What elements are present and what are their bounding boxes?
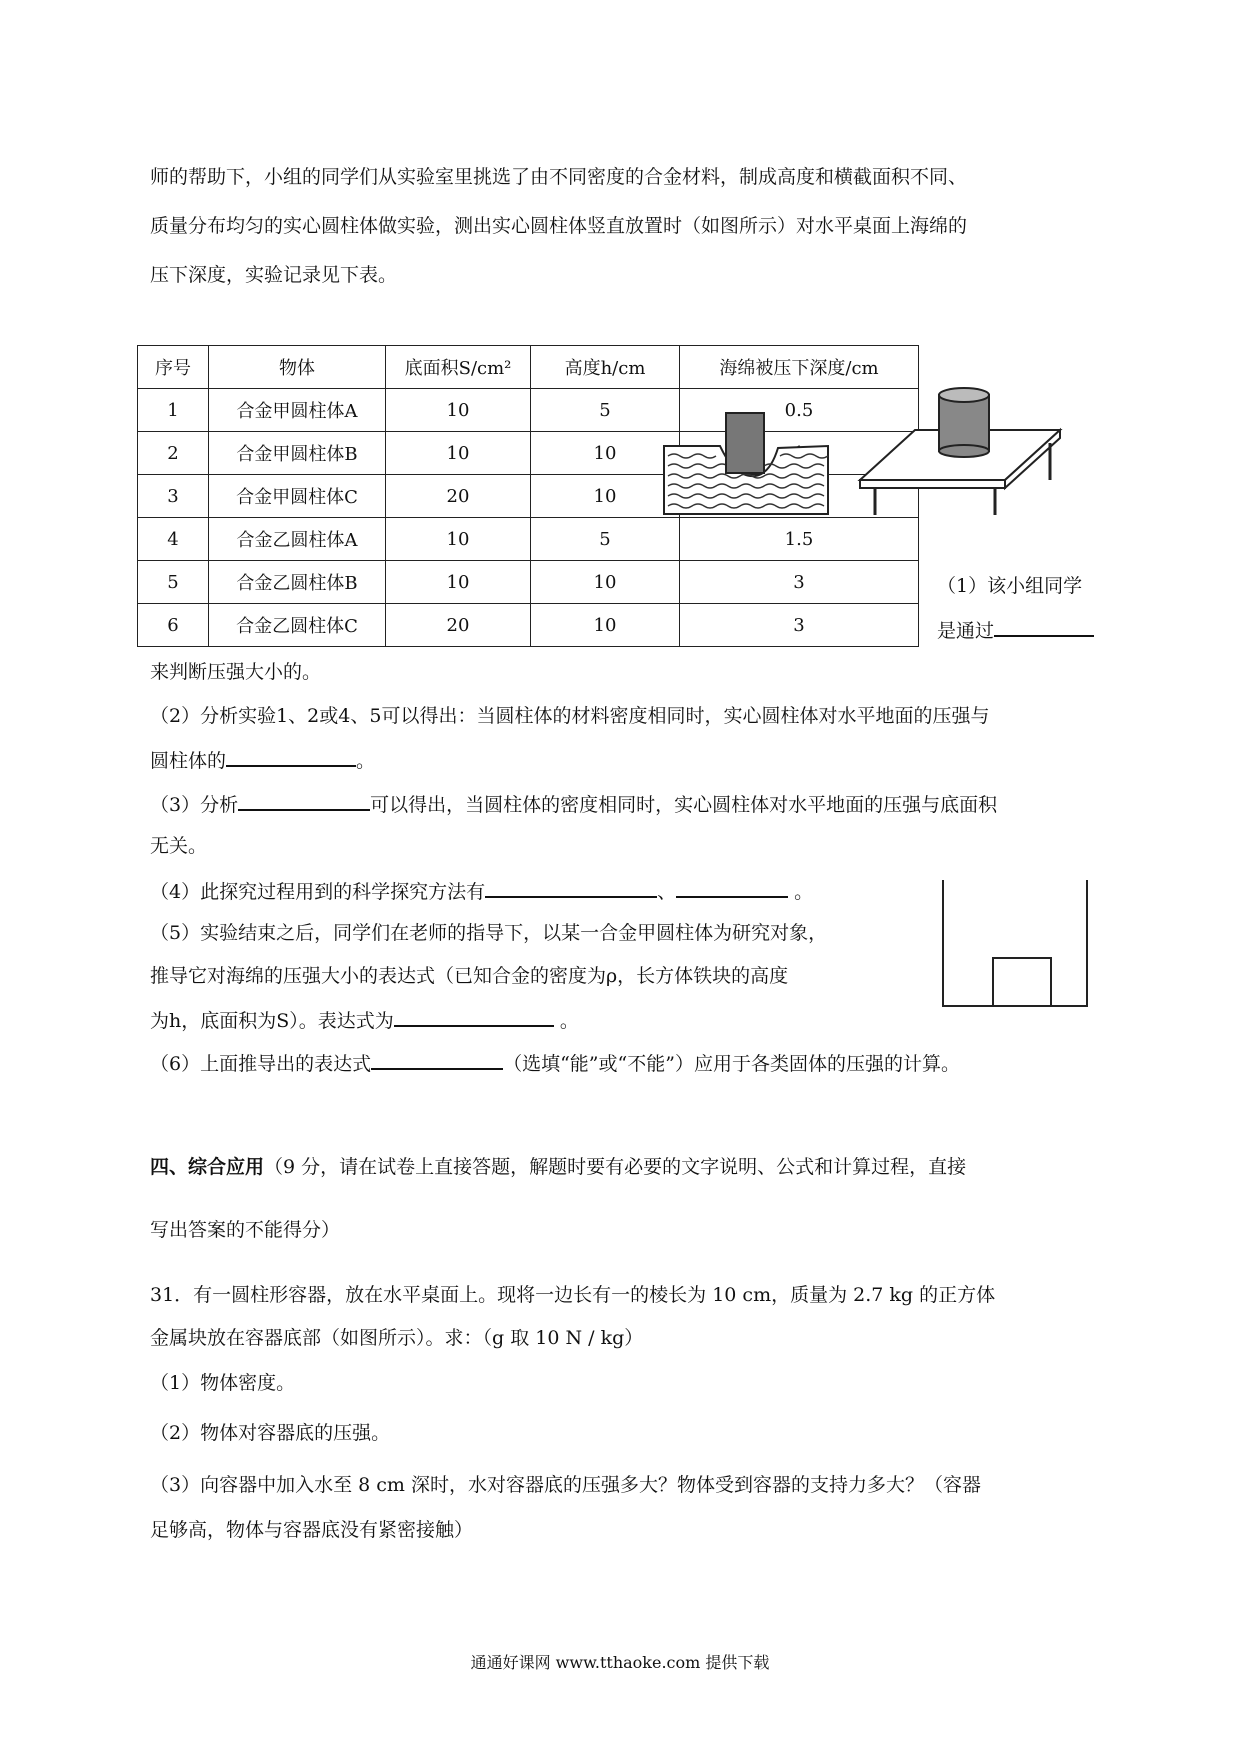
table-row <box>138 604 919 647</box>
intro-line-1: 师的帮助下，小组的同学们从实验室里挑选了由不同密度的合金材料，制成高度和横截面积不同、 <box>150 166 968 188</box>
q2-text-post: 。 <box>356 749 376 772</box>
cell: 合金乙圆柱体B <box>209 561 386 604</box>
header-object: 物体 <box>209 346 386 389</box>
q1-blank[interactable] <box>994 614 1094 637</box>
cell: 2 <box>138 432 209 475</box>
q5-line-1: （5）实验结束之后，同学们在老师的指导下，以某一合金甲圆柱体为研究对象， <box>150 922 828 944</box>
cell: 合金甲圆柱体C <box>209 475 386 518</box>
q31-part-1: （1）物体密度。 <box>150 1372 296 1394</box>
cell: 1 <box>138 389 209 432</box>
q5-blank[interactable] <box>394 1004 554 1027</box>
section4-title: 四、综合应用 <box>150 1156 265 1178</box>
section4-note-1: （9 分，请在试卷上直接答题，解题时要有必要的文字说明、公式和计算过程，直接 <box>264 1156 967 1178</box>
cell: 10 <box>386 561 531 604</box>
cell: 3 <box>680 604 919 647</box>
container-block-diagram <box>935 880 1095 1010</box>
q3-blank[interactable] <box>238 788 370 811</box>
cell: 10 <box>386 518 531 561</box>
cell: 4 <box>138 518 209 561</box>
header-depth: 海绵被压下深度/cm <box>680 346 919 389</box>
q2-blank[interactable] <box>226 744 356 767</box>
q2-line-2 <box>150 744 375 773</box>
q4-text-pre: （4）此探究过程用到的科学探究方法有 <box>150 880 486 903</box>
section4-line-1 <box>150 1152 966 1179</box>
q4-text-post: 。 <box>794 880 814 903</box>
q6-blank[interactable] <box>371 1047 503 1070</box>
header-height: 高度h/cm <box>531 346 680 389</box>
q4-blank-1[interactable] <box>485 875 657 898</box>
cell: 10 <box>386 432 531 475</box>
cell: 20 <box>386 475 531 518</box>
q6-text-pre: （6）上面推导出的表达式 <box>150 1052 372 1075</box>
intro-line-3: 压下深度，实验记录见下表。 <box>150 264 398 286</box>
q3-line-2: 无关。 <box>150 835 208 857</box>
cell: 10 <box>386 389 531 432</box>
cell: 10 <box>531 561 680 604</box>
cell: 10 <box>531 432 680 475</box>
q31-part-3-line-2: 足够高，物体与容器底没有紧密接触） <box>150 1519 474 1541</box>
header-index: 序号 <box>138 346 209 389</box>
q4-blank-2[interactable] <box>676 875 788 898</box>
cell: 10 <box>531 475 680 518</box>
q1-text-b: 是通过 <box>937 619 995 642</box>
q31-part-2: （2）物体对容器底的压强。 <box>150 1422 391 1444</box>
header-area: 底面积S/cm² <box>386 346 531 389</box>
q31-part-3-line-1: （3）向容器中加入水至 8 cm 深时，水对容器底的压强多大？物体受到容器的支持力多大？（容器 <box>150 1474 981 1496</box>
q6-line <box>150 1047 960 1076</box>
section4-note-2: 写出答案的不能得分） <box>150 1219 341 1241</box>
cell: 3 <box>138 475 209 518</box>
cell: 10 <box>531 604 680 647</box>
q5-line-3 <box>150 1004 579 1033</box>
q6-text-post: （选填“能”或“不能”）应用于各类固体的压强的计算。 <box>503 1052 960 1075</box>
table-row <box>138 518 919 561</box>
q5-text-pre: 为h，底面积为S）。表达式为 <box>150 1009 394 1032</box>
cell: 5 <box>138 561 209 604</box>
q4-line <box>150 875 813 904</box>
q3-text-pre: （3）分析 <box>150 793 239 816</box>
cell: 6 <box>138 604 209 647</box>
cell: 20 <box>386 604 531 647</box>
q1-text-c: 来判断压强大小的。 <box>150 661 322 683</box>
cell: 合金乙圆柱体A <box>209 518 386 561</box>
q2-line-1: （2）分析实验1、2或4、5可以得出：当圆柱体的材料密度相同时，实心圆柱体对水平地面的压强与 <box>150 705 990 727</box>
q2-text-pre: 圆柱体的 <box>150 749 227 772</box>
q4-text-mid: 、 <box>657 880 677 903</box>
q1-text-a: （1）该小组同学 <box>937 575 1083 597</box>
q1-line-b <box>937 614 1094 643</box>
page-footer: 通通好课网 www.tthaoke.com 提供下载 <box>470 1653 770 1672</box>
cell: 5 <box>531 518 680 561</box>
sponge-diagram <box>660 408 835 518</box>
table-row <box>138 561 919 604</box>
q31-line-1: 31．有一圆柱形容器，放在水平桌面上。现将一边长有一的棱长为 10 cm，质量为 2.7 kg 的正方体 <box>150 1284 996 1306</box>
cell: 合金乙圆柱体C <box>209 604 386 647</box>
cell: 合金甲圆柱体B <box>209 432 386 475</box>
q3-text-post: 可以得出，当圆柱体的密度相同时，实心圆柱体对水平地面的压强与底面积 <box>370 793 998 816</box>
q31-line-2: 金属块放在容器底部（如图所示）。求：（g 取 10 N / kg） <box>150 1327 644 1349</box>
cell: 3 <box>680 561 919 604</box>
cell: 合金甲圆柱体A <box>209 389 386 432</box>
cell: 0.5 <box>680 389 919 432</box>
q3-line-1 <box>150 788 997 817</box>
cell: 5 <box>531 389 680 432</box>
table-cylinder-diagram <box>855 385 1070 520</box>
cell: 1.5 <box>680 518 919 561</box>
q5-line-2: 推导它对海绵的压强大小的表达式（已知合金的密度为ρ，长方体铁块的高度 <box>150 965 789 987</box>
intro-line-2: 质量分布均匀的实心圆柱体做实验，测出实心圆柱体竖直放置时（如图所示）对水平桌面上海绵的 <box>150 215 968 237</box>
table-header-row <box>138 346 919 389</box>
q5-text-post: 。 <box>559 1009 579 1032</box>
